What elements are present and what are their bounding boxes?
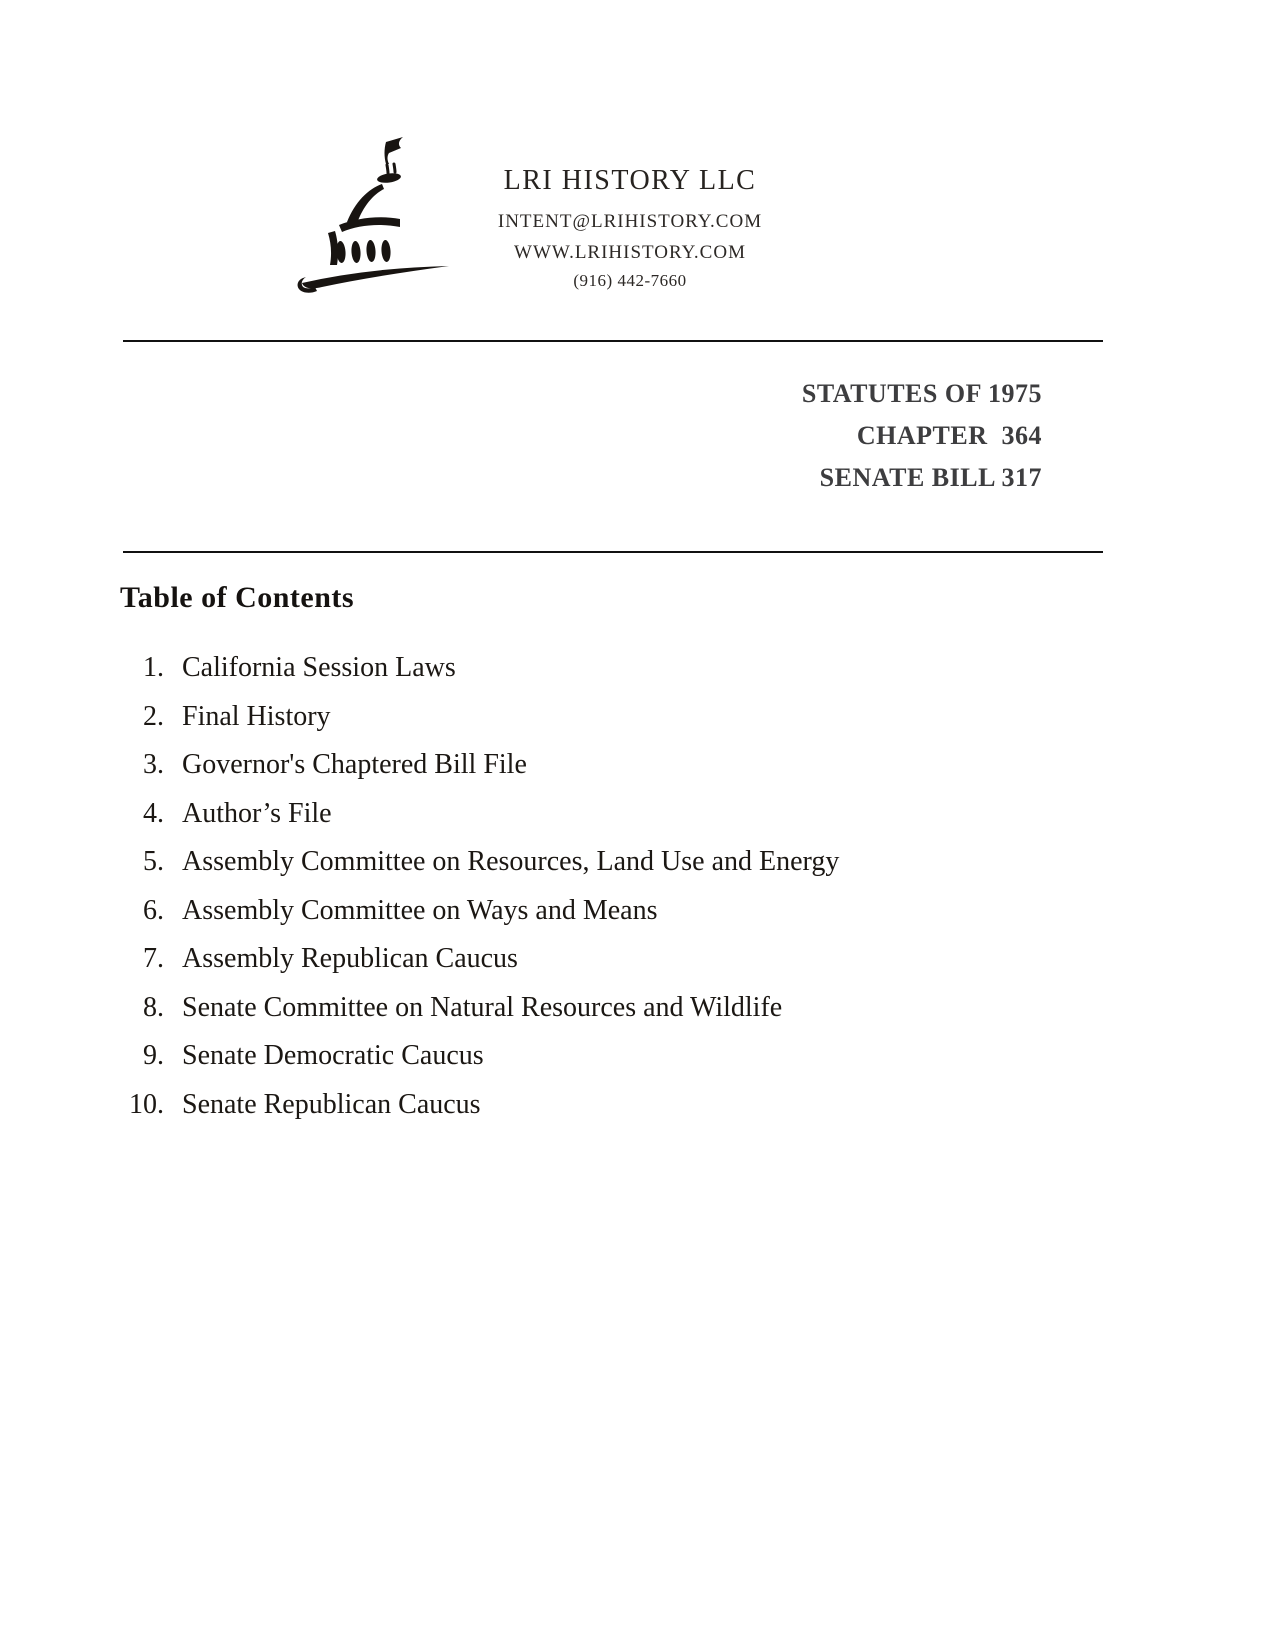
toc-item-label: California Session Laws <box>182 652 456 684</box>
toc-item <box>104 1081 1104 1130</box>
toc-item <box>104 790 1104 839</box>
company-email: INTENT@LRIHISTORY.COM <box>497 211 763 232</box>
toc-item-number: 5. <box>143 846 164 878</box>
toc-item <box>104 887 1104 936</box>
toc-item-number: 1. <box>143 652 164 684</box>
toc-item-number: 3. <box>143 749 164 781</box>
toc-item-label: Governor's Chaptered Bill File <box>182 749 527 781</box>
toc-item-label: Assembly Republican Caucus <box>182 943 518 975</box>
toc-item <box>104 693 1104 742</box>
bill-reference-block <box>802 373 1042 499</box>
toc-item-number: 8. <box>143 991 164 1023</box>
toc-item-label: Assembly Committee on Resources, Land Use and Energy <box>182 846 840 878</box>
divider-top <box>123 340 1103 342</box>
toc-item-label: Assembly Committee on Ways and Means <box>182 894 658 926</box>
toc-item-label: Author’s File <box>182 797 332 829</box>
toc-item-number: 6. <box>143 894 164 926</box>
divider-middle <box>123 551 1103 553</box>
toc-item <box>104 741 1104 790</box>
toc-item <box>104 984 1104 1033</box>
toc-item-label: Senate Democratic Caucus <box>182 1040 484 1072</box>
toc-item-number: 7. <box>143 943 164 975</box>
toc-item <box>104 644 1104 693</box>
toc-title: Table of Contents <box>120 581 355 614</box>
toc-list <box>104 644 1104 1129</box>
toc-item-label: Senate Republican Caucus <box>182 1088 481 1120</box>
toc-item-number: 4. <box>143 797 164 829</box>
toc-item <box>104 935 1104 984</box>
toc-item-label: Senate Committee on Natural Resources and Wildlife <box>182 991 783 1023</box>
chapter-line: CHAPTER 364 <box>856 421 1042 450</box>
toc-item <box>104 838 1104 887</box>
company-phone: (916) 442-7660 <box>573 271 687 290</box>
statutes-line: STATUTES OF 1975 <box>801 379 1042 408</box>
toc-item <box>104 1032 1104 1081</box>
senate-bill-line: SENATE BILL 317 <box>819 463 1042 492</box>
logo-flag <box>385 137 404 164</box>
toc-item-number: 9. <box>143 1040 164 1072</box>
toc-item-number: 10. <box>129 1088 164 1120</box>
company-website: WWW.LRIHISTORY.COM <box>514 242 746 263</box>
toc-item-number: 2. <box>143 700 164 732</box>
toc-item-label: Final History <box>182 700 331 732</box>
company-name: LRI HISTORY LLC <box>503 165 757 196</box>
